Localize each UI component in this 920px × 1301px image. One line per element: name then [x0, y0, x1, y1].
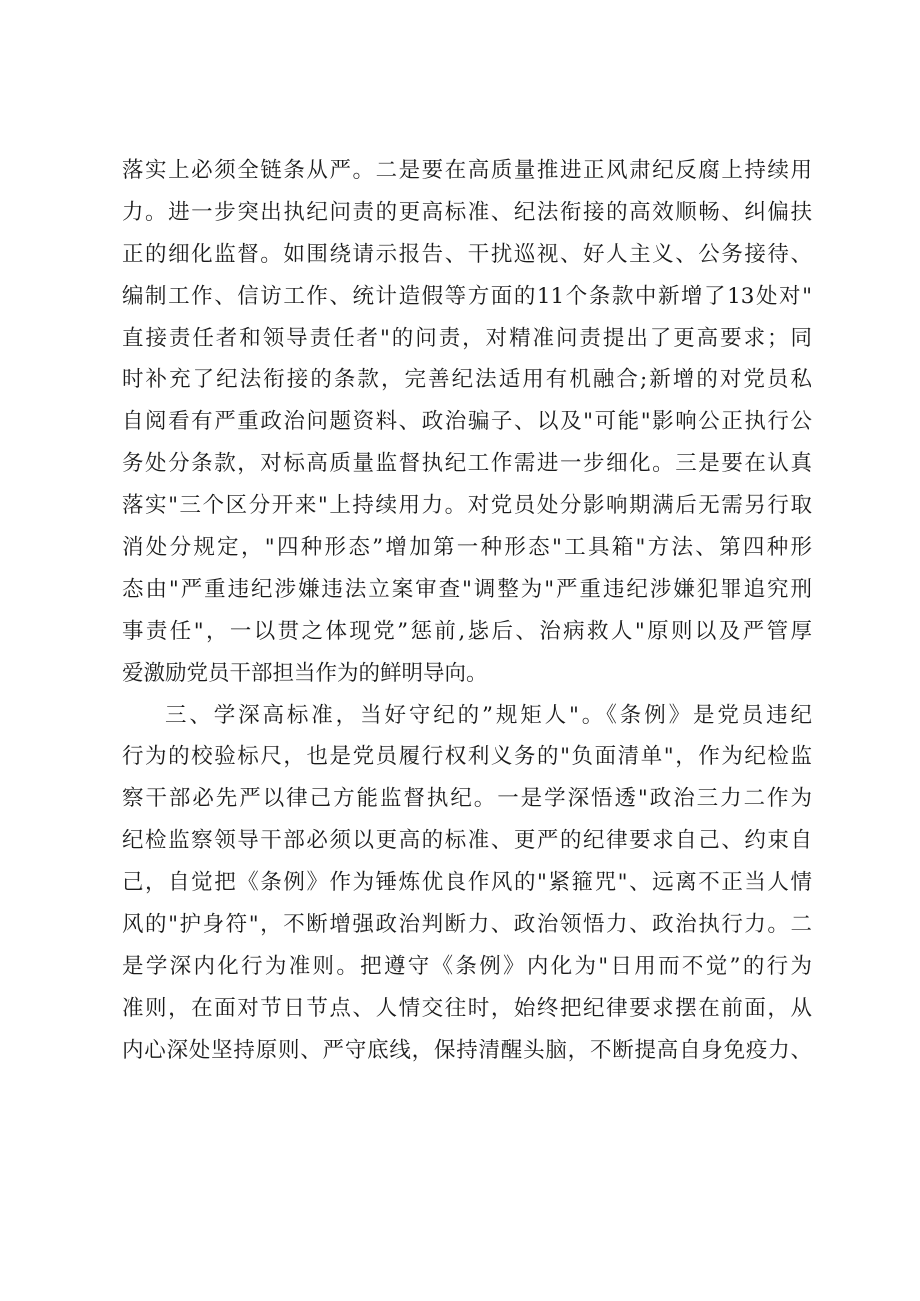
text-line: 正的细化监督。如围绕请示报告、干扰巡视、好人主义、公务接待、 [122, 241, 812, 267]
text-line: 时补充了纪法衔接的条款，完善纪法适用有机融合;新增的对党员私 [122, 367, 812, 393]
section-heading-line: 三、学深高标准，当好守纪的”规矩人"。《条例》是党员违纪 [165, 702, 812, 728]
text-line: 是学深内化行为准则。把遵守《条例》内化为"日用而不觉”的行为 [122, 953, 812, 979]
text-line: 务处分条款，对标高质量监督执纪工作需进一步细化。三是要在认真 [122, 451, 812, 477]
text-line: 直接责任者和领导责任者"的问责，对精准问责提出了更高要求；同 [122, 325, 812, 351]
text-line: 察干部必先严以律己方能监督执纪。一是学深悟透"政治三力二作为 [122, 786, 812, 812]
text-line: 落实上必须全链条从严。二是要在高质量推进正风肃纪反腐上持续用 [122, 158, 812, 183]
text-line: 风的"护身符"，不断增强政治判断力、政治领悟力、政治执行力。二 [122, 912, 812, 938]
text-line: 行为的校验标尺，也是党员履行权利义务的"负面清单"，作为纪检监 [122, 744, 812, 770]
text-line: 态由"严重违纪涉嫌违法立案审查"调整为"严重违纪涉嫌犯罪追究刑 [122, 576, 812, 602]
text-line: 己，自觉把《条例》作为锤炼优良作风的"紧箍咒"、远离不正当人情 [122, 870, 812, 896]
text-line: 落实"三个区分开来"上持续用力。对党员处分影响期满后无需另行取 [122, 493, 812, 519]
text-line: 力。进一步突出执纪问责的更高标准、纪法衔接的高效顺畅、纠偏扶 [122, 199, 812, 225]
body-text [122, 150, 812, 1072]
text-line: 事责任"，一以贯之体现党”惩前,毖后、治病救人"原则以及严管厚 [122, 618, 812, 644]
text-line: 自阅看有严重政治问题资料、政治骗子、以及"可能"影响公正执行公 [122, 409, 812, 435]
text-line: 纪检监察领导干部必须以更高的标准、更严的纪律要求自己、约束自 [122, 828, 812, 854]
text-line: 准则，在面对节日节点、人情交往时，始终把纪律要求摆在前面，从 [122, 995, 812, 1021]
text-line: 编制工作、信访工作、统计造假等方面的11个条款中新增了13处对" [122, 283, 812, 309]
text-line: 爱激励党员干部担当作为的鲜明导向。 [122, 660, 488, 686]
text-line: 消处分规定，"四种形态”增加第一种形态"工具箱"方法、第四种形 [122, 535, 812, 561]
text-line: 内心深处坚持原则、严守底线，保持清醒头脑，不断提高自身免疫力、 [122, 1037, 812, 1063]
